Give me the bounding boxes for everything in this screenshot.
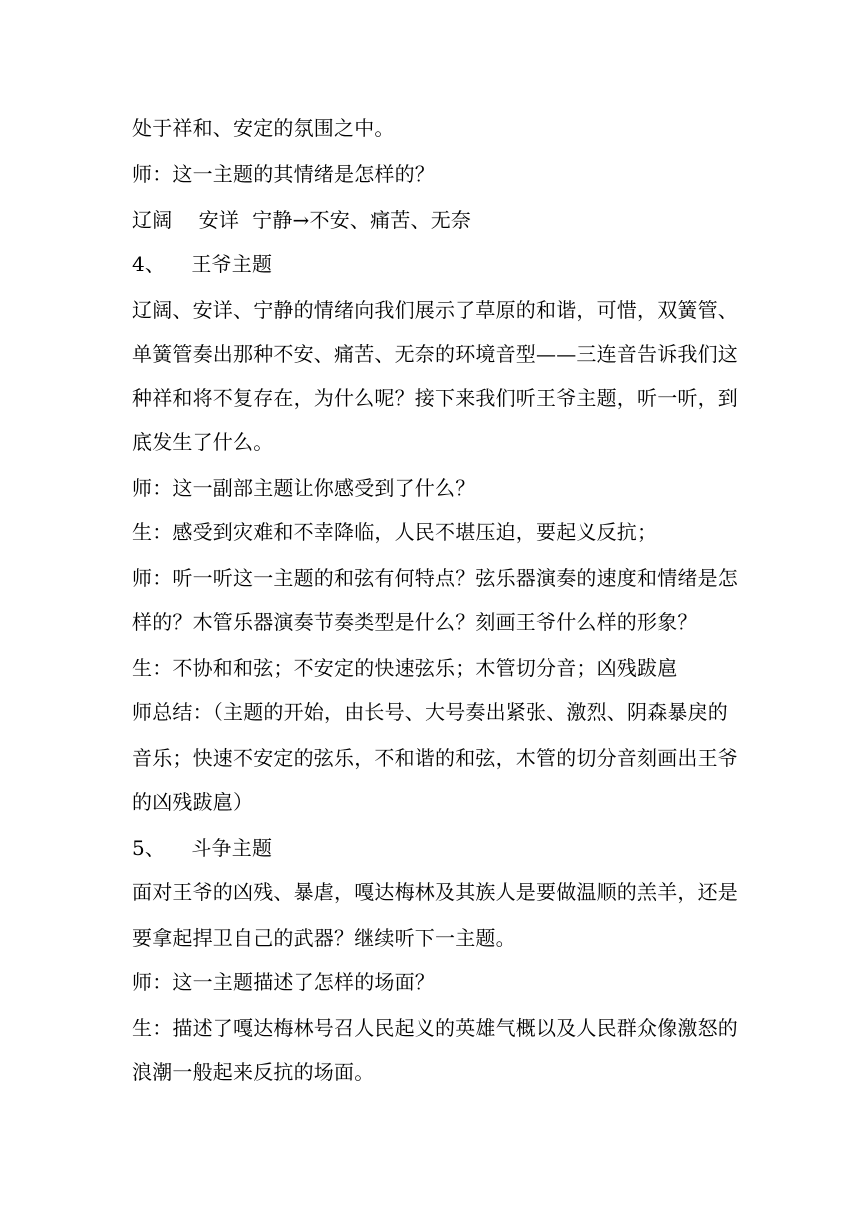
text-line: 生：描述了嘎达梅林号召人民起义的英雄气概以及人民群众像激怒的 <box>132 1016 738 1040</box>
text-line: 样的？木管乐器演奏节奏类型是什么？刻画王爷什么样的形象？ <box>132 610 698 634</box>
text-line: 的凶残跋扈） <box>132 790 254 814</box>
text-line: 单簧管奏出那种不安、痛苦、无奈的环境音型——三连音告诉我们这 <box>132 342 738 366</box>
text-line: 音乐；快速不安定的弦乐，不和谐的和弦，木管的切分音刻画出王爷 <box>132 746 738 770</box>
text-line: 师总结：（主题的开始，由长号、大号奏出紧张、激烈、阴森暴戾的 <box>132 700 728 724</box>
text-line: 生：不协和和弦；不安定的快速弦乐；木管切分音；凶残跋扈 <box>132 656 678 680</box>
text-line: 底发生了什么。 <box>132 430 274 454</box>
text-line: 师：听一听这一主题的和弦有何特点？弦乐器演奏的速度和情绪是怎 <box>132 566 738 590</box>
section-heading: 5、 斗争主题 <box>132 836 273 860</box>
text-line: 辽阔 安详 宁静→不安、痛苦、无奈 <box>132 208 472 232</box>
section-heading: 4、 王爷主题 <box>132 252 273 276</box>
text-line: 要拿起捍卫自己的武器？继续听下一主题。 <box>132 926 516 950</box>
text-line: 生：感受到灾难和不幸降临，人民不堪压迫，要起义反抗； <box>132 520 658 544</box>
text-line: 辽阔、安详、宁静的情绪向我们展示了草原的和谐，可惜，双簧管、 <box>132 298 738 322</box>
text-line: 师：这一主题的其情绪是怎样的？ <box>132 162 435 186</box>
text-line: 处于祥和、安定的氛围之中。 <box>132 116 395 140</box>
text-line: 浪潮一般起来反抗的场面。 <box>132 1060 375 1084</box>
text-line: 面对王爷的凶残、暴虐，嘎达梅林及其族人是要做温顺的羔羊，还是 <box>132 880 738 904</box>
text-line: 种祥和将不复存在，为什么呢？接下来我们听王爷主题，听一听，到 <box>132 386 738 410</box>
text-line: 师：这一主题描述了怎样的场面？ <box>132 970 435 994</box>
text-line: 师：这一副部主题让你感受到了什么？ <box>132 476 476 500</box>
